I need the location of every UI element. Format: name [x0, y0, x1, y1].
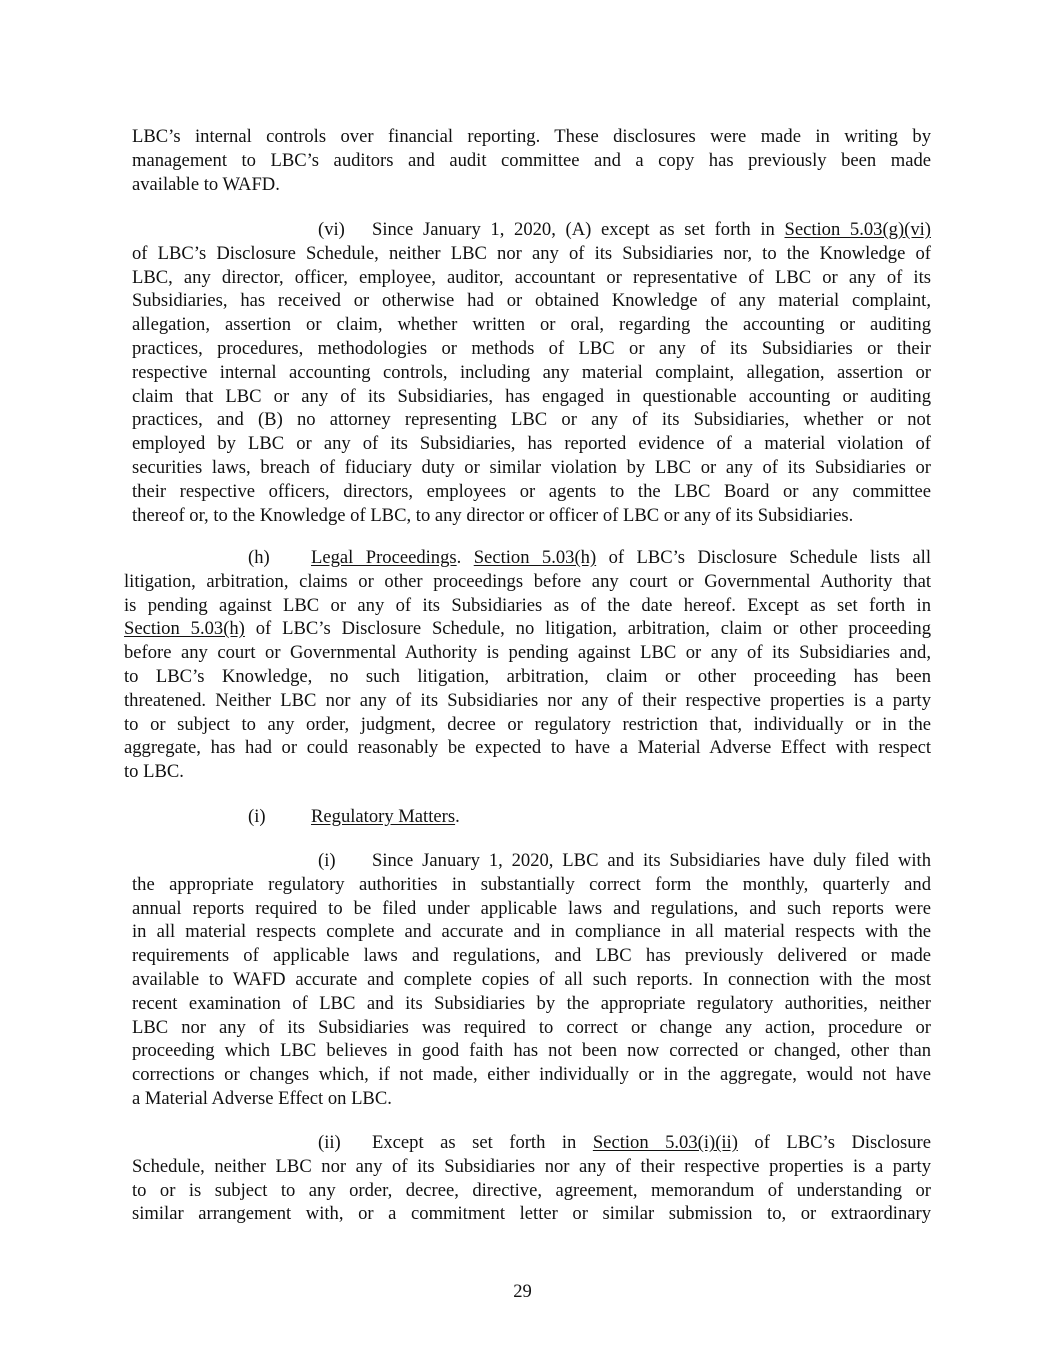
- text-line: [124, 805, 931, 829]
- text-segment: Since January 1, 2020, (A) except as set forth in: [372, 219, 785, 240]
- text-line: [124, 665, 931, 689]
- text-segment: claim that LBC or any of its Subsidiaries, has engaged in questionable accounting or auditing: [132, 385, 931, 407]
- section-reference: Legal Proceedings: [311, 547, 457, 568]
- section-reference: Section 5.03(g)(vi): [784, 219, 931, 240]
- section-label: (ii): [318, 1132, 341, 1153]
- text-segment: of LBC’s Disclosure: [737, 1132, 931, 1153]
- text-segment: to or subject to any order, judgment, decree or regulatory restriction that, individually or in the: [124, 713, 931, 735]
- text-line: [132, 313, 931, 337]
- text-line: [132, 849, 931, 873]
- text-segment: Except as set forth in: [372, 1132, 593, 1153]
- text-segment: employed by LBC or any of its Subsidiaries, has reported evidence of a material violation of: [132, 433, 931, 455]
- text-line: [124, 617, 931, 641]
- text-line: [132, 266, 931, 290]
- text-segment: proceeding which LBC believes in good faith has not been now corrected or changed, other than: [132, 1040, 931, 1062]
- p-internal-controls: [132, 125, 931, 196]
- text-line: [132, 1131, 931, 1155]
- text-line: [132, 173, 931, 197]
- text-line: [132, 1155, 931, 1179]
- text-segment: to LBC.: [124, 761, 184, 783]
- text-segment: of LBC’s Disclosure Schedule, no litigation, arbitration, claim or other proceeding: [244, 618, 931, 640]
- text-segment: available to WAFD.: [132, 173, 280, 195]
- text-line: [132, 920, 931, 944]
- text-line: [132, 149, 931, 173]
- section-reference: Section 5.03(h): [124, 618, 245, 640]
- text-segment: before any court or Governmental Authority is pending against LBC or any of its Subsidiaries and,: [124, 642, 931, 664]
- section-label: (vi): [318, 219, 345, 240]
- p-h: [124, 546, 931, 784]
- text-line: [132, 897, 931, 921]
- text-line: [124, 641, 931, 665]
- text-segment: to LBC’s Knowledge, no such litigation, arbitration, claim or other proceeding has been: [124, 665, 931, 687]
- text-line: [132, 944, 931, 968]
- text-line: [132, 1179, 931, 1203]
- text-segment: LBC nor any of its Subsidiaries was required to correct or change any action, procedure or: [132, 1016, 931, 1038]
- text-line: [132, 1063, 931, 1087]
- section-reference: Section 5.03(i)(ii): [592, 1132, 738, 1153]
- section-reference: Section 5.03(h): [473, 547, 597, 568]
- section-label: (i): [318, 850, 336, 871]
- text-segment: threatened. Neither LBC nor any of its Subsidiaries nor any of their respective properties is a party: [124, 689, 931, 711]
- text-line: [132, 968, 931, 992]
- text-line: [132, 456, 931, 480]
- p-i-ii: [132, 1131, 931, 1226]
- text-segment: corrections or changes which, if not made, either individually or in the aggregate, would not have: [132, 1064, 931, 1086]
- text-segment: their respective officers, directors, employees or agents to the LBC Board or any committee: [132, 480, 931, 502]
- text-segment: litigation, arbitration, claims or other proceedings before any court or Governmental Authority that: [124, 570, 931, 592]
- text-segment: management to LBC’s auditors and audit committee and a copy has previously been made: [132, 149, 931, 171]
- text-line: [124, 570, 931, 594]
- text-segment: recent examination of LBC and its Subsidiaries by the appropriate regulatory authorities, neither: [132, 992, 931, 1014]
- text-line: [124, 546, 931, 570]
- text-segment: thereof or, to the Knowledge of LBC, to any director or officer of LBC or any of its Subsidiaries.: [132, 504, 854, 526]
- text-segment: available to WAFD accurate and complete copies of all such reports. In connection with the most: [132, 968, 931, 990]
- section-reference: Regulatory Matters: [311, 806, 456, 827]
- text-line: [132, 504, 931, 528]
- page-number: 29: [513, 1281, 532, 1302]
- text-line: [124, 689, 931, 713]
- text-line: [124, 713, 931, 737]
- text-line: [132, 992, 931, 1016]
- text-segment: practices, procedures, methodologies or methods of LBC or any of its Subsidiaries or their: [132, 337, 931, 359]
- text-segment: annual reports required to be filed under applicable laws and regulations, and such reports were: [132, 897, 931, 919]
- text-segment: the appropriate regulatory authorities in substantially correct form the monthly, quarterly and: [132, 873, 931, 895]
- text-line: [132, 218, 931, 242]
- section-label: (i): [248, 806, 266, 827]
- text-segment: similar arrangement with, or a commitment letter or similar submission to, or extraordinary: [132, 1203, 931, 1225]
- text-segment: in all material respects complete and accurate and in compliance in all material respects with the: [132, 921, 931, 943]
- text-line: [132, 361, 931, 385]
- text-line: [132, 1016, 931, 1040]
- text-line: [132, 1039, 931, 1063]
- text-segment: Subsidiaries, has received or otherwise had or obtained Knowledge of any material complaint,: [132, 290, 931, 312]
- text-segment: Since January 1, 2020, LBC and its Subsidiaries have duly filed with: [372, 850, 931, 871]
- text-line: [132, 1202, 931, 1226]
- text-segment: aggregate, has had or could reasonably be expected to have a Material Adverse Effect with respect: [124, 737, 931, 759]
- text-segment: allegation, assertion or claim, whether written or oral, regarding the accounting or auditing: [132, 314, 931, 336]
- text-segment: a Material Adverse Effect on LBC.: [132, 1087, 392, 1109]
- text-line: [132, 1087, 931, 1111]
- p-i-heading: [124, 805, 931, 829]
- text-segment: securities laws, breach of fiduciary duty or similar violation by LBC or any of its Subsidiaries or: [132, 456, 931, 478]
- text-line: [132, 337, 931, 361]
- text-line: [124, 736, 931, 760]
- text-segment: requirements of applicable laws and regulations, and LBC has previously delivered or made: [132, 945, 931, 967]
- p-vi: [132, 218, 931, 527]
- text-segment: .: [455, 806, 460, 827]
- p-i-i: [132, 849, 931, 1111]
- text-line: [132, 432, 931, 456]
- text-line: [132, 242, 931, 266]
- text-line: [132, 408, 931, 432]
- text-line: [132, 289, 931, 313]
- text-line: [132, 125, 931, 149]
- text-line: [132, 385, 931, 409]
- text-line: [124, 594, 931, 618]
- text-segment: respective internal accounting controls, including any material complaint, allegation, assertion or: [132, 361, 931, 383]
- text-segment: LBC, any director, officer, employee, auditor, accountant or representative of LBC or any of its: [132, 266, 931, 288]
- text-segment: to or is subject to any order, decree, directive, agreement, memorandum of understanding or: [132, 1179, 931, 1201]
- text-line: [132, 873, 931, 897]
- text-line: [124, 760, 931, 784]
- text-line: [132, 480, 931, 504]
- text-segment: practices, and (B) no attorney representing LBC or any of its Subsidiaries, whether or not: [132, 409, 931, 431]
- section-label: (h): [248, 547, 270, 568]
- text-segment: of LBC’s Disclosure Schedule, neither LBC nor any of its Subsidiaries nor, to the Knowledge of: [132, 242, 931, 264]
- text-segment: Schedule, neither LBC nor any of its Subsidiaries nor any of their respective properties is a party: [132, 1155, 931, 1177]
- text-segment: .: [456, 547, 474, 568]
- text-segment: is pending against LBC or any of its Subsidiaries as of the date hereof. Except as set forth in: [124, 594, 931, 616]
- text-segment: LBC’s internal controls over financial reporting. These disclosures were made in writing by: [132, 126, 931, 147]
- text-segment: of LBC’s Disclosure Schedule lists all: [596, 547, 931, 568]
